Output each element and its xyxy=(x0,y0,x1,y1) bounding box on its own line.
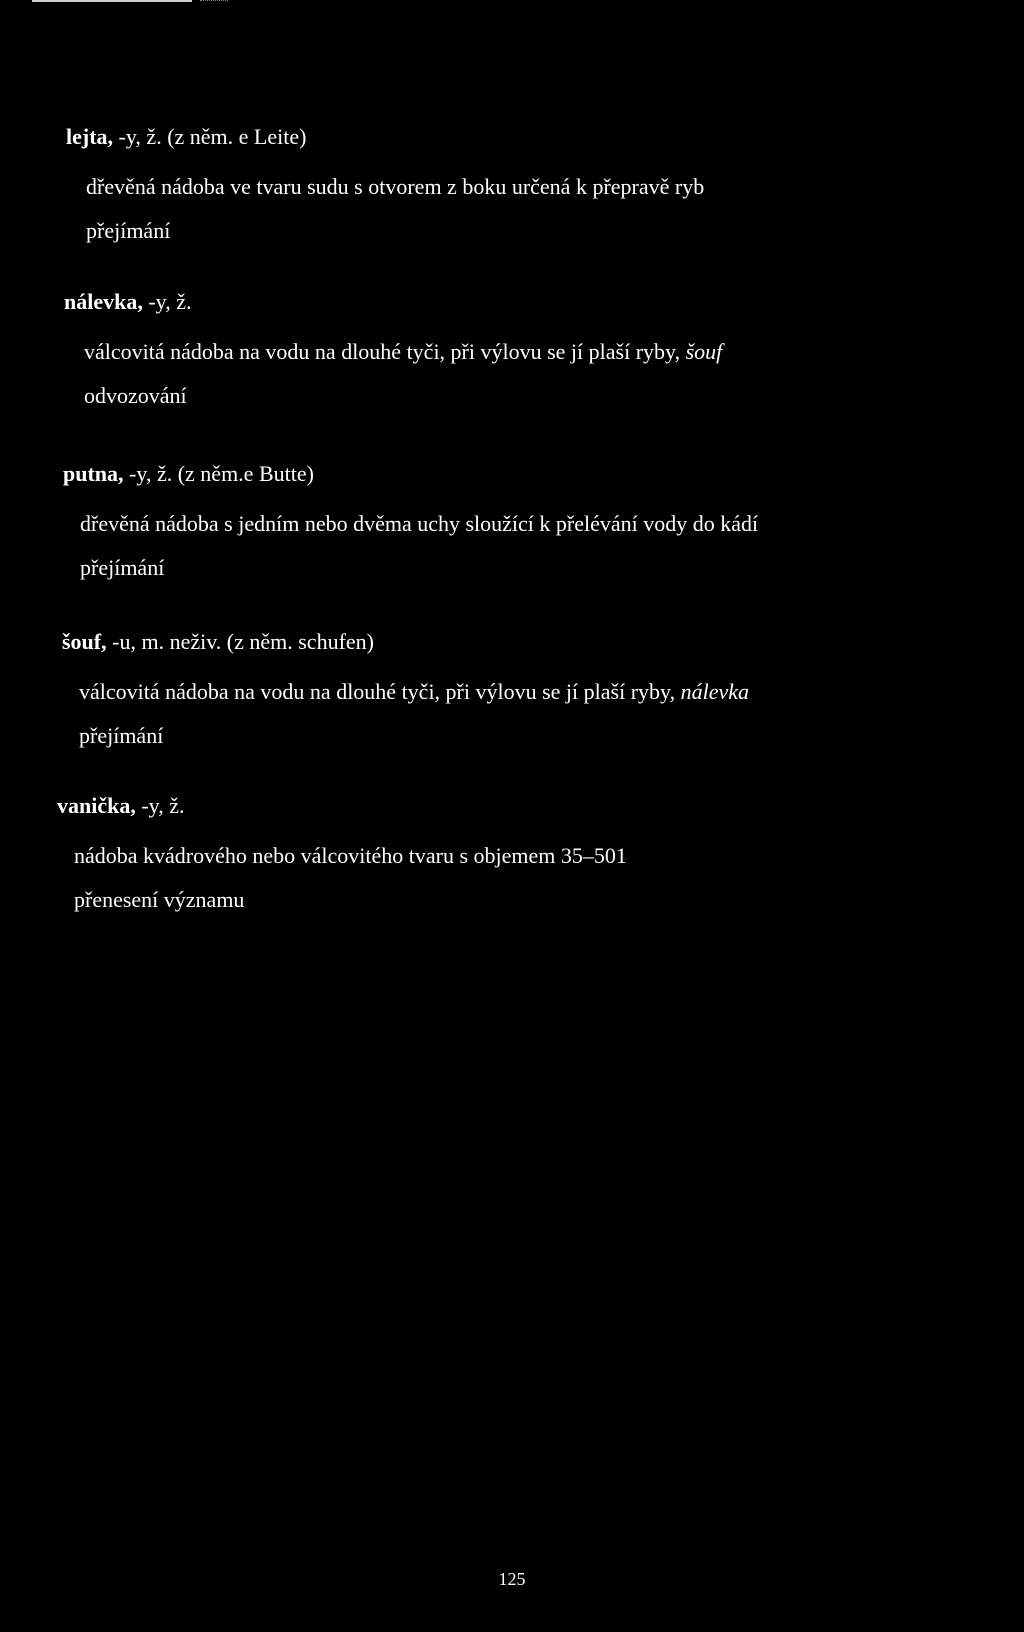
entry-definition: nádoba kvádrového nebo válcovitého tvaru s objemem 35–501 xyxy=(74,843,627,868)
entry-grammar: -u, m. neživ. (z něm. schufen) xyxy=(106,629,374,654)
entry-grammar: -y, ž. xyxy=(142,289,192,314)
dictionary-entry xyxy=(64,287,884,411)
entry-definition: dřevěná nádoba ve tvaru sudu s otvorem z boku určená k přepravě ryb xyxy=(86,174,705,199)
entry-heading xyxy=(66,122,886,152)
entry-heading xyxy=(57,791,877,821)
dictionary-entry xyxy=(62,627,882,751)
entry-grammar: -y, ž. xyxy=(135,793,185,818)
entry-definition-line xyxy=(64,337,884,367)
entry-cross-reference: nálevka xyxy=(680,679,750,704)
dictionary-entry xyxy=(63,459,883,583)
top-edge-dots xyxy=(200,0,228,2)
entry-category: přejímání xyxy=(86,218,171,243)
entry-grammar: -y, ž. (z něm.e Butte) xyxy=(123,461,314,486)
entry-definition-line xyxy=(57,841,877,871)
entry-headword: lejta, xyxy=(66,124,114,149)
entry-definition: válcovitá nádoba na vodu na dlouhé tyči, při výlovu se jí plaší ryby, xyxy=(84,339,686,364)
entry-definition: válcovitá nádoba na vodu na dlouhé tyči, při výlovu se jí plaší ryby, xyxy=(79,679,681,704)
dictionary-entry xyxy=(57,791,877,915)
entry-heading xyxy=(62,627,882,657)
top-edge-rule xyxy=(32,0,192,2)
dictionary-entry xyxy=(66,122,886,246)
entry-headword: putna, xyxy=(63,461,124,486)
entry-definition: dřevěná nádoba s jedním nebo dvěma uchy sloužící k přelévání vody do kádí xyxy=(80,511,759,536)
entry-category: přenesení významu xyxy=(74,887,245,912)
entry-cross-reference: šouf xyxy=(685,339,723,364)
page-number: 125 xyxy=(498,1569,526,1589)
entry-definition-line xyxy=(63,509,883,539)
entry-definition-line xyxy=(62,677,882,707)
entry-grammar: -y, ž. (z něm. e Leite) xyxy=(113,124,307,149)
entry-heading xyxy=(64,287,884,317)
entry-category: přejímání xyxy=(79,723,164,748)
entry-heading xyxy=(63,459,883,489)
entry-definition-line xyxy=(66,172,886,202)
entry-headword: šouf, xyxy=(62,629,107,654)
entry-category: odvozování xyxy=(84,383,187,408)
entry-headword: nálevka, xyxy=(64,289,143,314)
entry-category: přejímání xyxy=(80,555,165,580)
entry-headword: vanička, xyxy=(57,793,136,818)
